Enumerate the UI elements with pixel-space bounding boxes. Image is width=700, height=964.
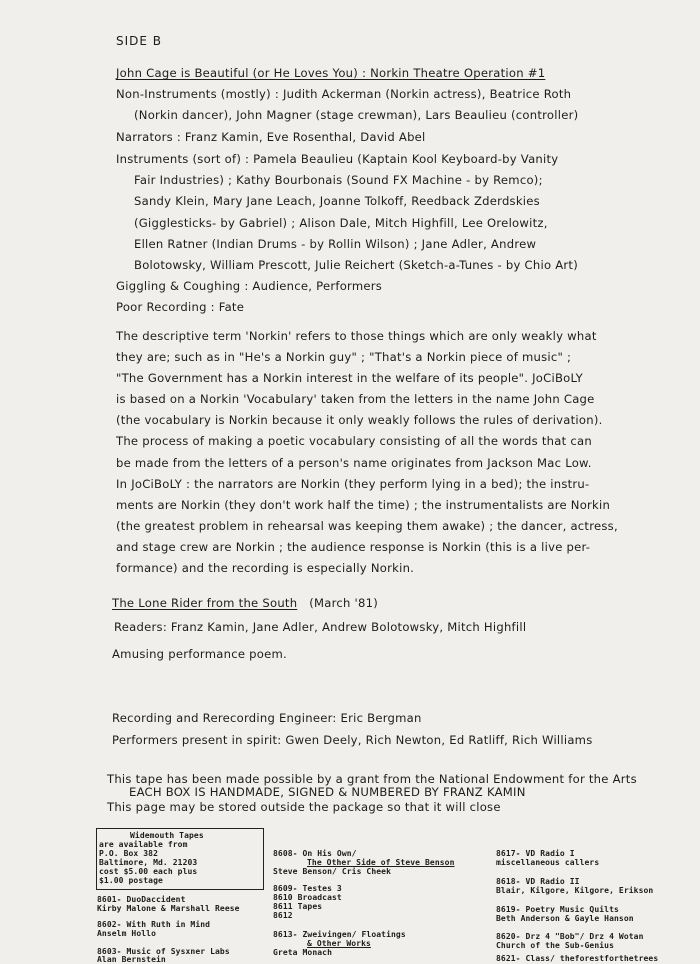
paragraph-line: is based on a Norkin 'Vocabulary' taken from the letters in the name John Cage: [116, 392, 595, 406]
paragraph-line: (the vocabulary is Norkin because it only weakly follows the rules of derivation).: [116, 413, 603, 427]
side-label: SIDE B: [116, 34, 163, 48]
box-line: $1.00 postage: [99, 876, 163, 885]
paragraph-line: be made from the letters of a person's name originates from Jackson Mac Low.: [116, 456, 592, 470]
catalog-entry: 8612: [273, 911, 293, 920]
catalog-entry: 8610 Broadcast: [273, 893, 342, 902]
paragraph-line: and stage crew are Norkin ; the audience response is Norkin (this is a live per-: [116, 540, 591, 554]
catalog-entry: 8618- VD Radio II: [496, 877, 580, 886]
catalog-entry: 8608- On His Own/: [273, 849, 357, 858]
paragraph-line: The descriptive term 'Norkin' refers to those things which are only weakly what: [116, 329, 597, 343]
section-title: John Cage is Beautiful (or He Loves You) : Norkin Theatre Operation #1: [116, 66, 546, 80]
credit-line: (Gigglesticks- by Gabriel) ; Alison Dale, Mitch Highfill, Lee Orelowitz,: [134, 216, 548, 230]
credit-line: Giggling & Coughing : Audience, Performers: [116, 279, 383, 293]
grant-notice: This tape has been made possible by a grant from the National Endowment for the Arts: [107, 772, 637, 786]
credit-line: Sandy Klein, Mary Jane Leach, Joanne Tolkoff, Reedback Zderdskies: [134, 194, 540, 208]
catalog-entry-credit: Beth Anderson & Gayle Hanson: [496, 914, 634, 923]
credit-line: Poor Recording : Fate: [116, 300, 245, 314]
engineer-line: Recording and Rerecording Engineer: Eric Bergman: [112, 711, 422, 725]
catalog-entry-credit: Church of the Sub-Genius: [496, 941, 614, 950]
credit-line: Fair Industries) ; Kathy Bourbonais (Sound FX Machine - by Remco);: [134, 173, 543, 187]
handmade-notice: EACH BOX IS HANDMADE, SIGNED & NUMBERED BY FRANZ KAMIN: [129, 785, 526, 799]
section-date: (March '81): [309, 596, 379, 610]
box-line: Baltimore, Md. 21203: [99, 858, 198, 867]
section-title: The Lone Rider from the South: [112, 596, 298, 610]
credit-line: Narrators : Franz Kamin, Eve Rosenthal, David Abel: [116, 130, 426, 144]
catalog-entry: 8603- Music of Sysxner Labs: [97, 947, 230, 956]
paragraph-line: formance) and the recording is especially Norkin.: [116, 561, 415, 575]
description-line: Amusing performance poem.: [112, 647, 287, 661]
catalog-entry-credit: Kirby Malone & Marshall Reese: [97, 904, 240, 913]
catalog-entry: 8611 Tapes: [273, 902, 323, 911]
credit-line: (Norkin dancer), John Magner (stage crewman), Lars Beaulieu (controller): [134, 108, 579, 122]
paragraph-line: they are; such as in "He's a Norkin guy" ; "That's a Norkin piece of music" ;: [116, 350, 572, 364]
credit-line: Ellen Ratner (Indian Drums - by Rollin Wilson) ; Jane Adler, Andrew: [134, 237, 537, 251]
paragraph-line: ments are Norkin (they don't work half the time) ; the instrumentalists are Norkin: [116, 498, 611, 512]
catalog-entry: 8609- Testes 3: [273, 884, 342, 893]
catalog-entry-credit: Greta Monach: [273, 948, 332, 957]
catalog-entry: 8613- Zweivingen/ Floatings: [273, 930, 406, 939]
catalog-entry-title: & Other Works: [307, 939, 371, 948]
ordering-info-box: [96, 828, 264, 890]
credit-line: Bolotowsky, William Prescott, Julie Reichert (Sketch-a-Tunes - by Chio Art): [134, 258, 579, 272]
credit-line: Non-Instruments (mostly) : Judith Ackerman (Norkin actress), Beatrice Roth: [116, 87, 572, 101]
box-line: Widemouth Tapes: [130, 831, 204, 840]
catalog-entry-credit: Blair, Kilgore, Kilgore, Erikson: [496, 886, 654, 895]
catalog-entry-title: The Other Side of Steve Benson: [307, 858, 455, 867]
credit-line: Instruments (sort of) : Pamela Beaulieu (Kaptain Kool Keyboard-by Vanity: [116, 152, 559, 166]
catalog-entry-credit: Anselm Hollo: [97, 929, 156, 938]
box-line: are available from: [99, 840, 188, 849]
paragraph-line: In JoCiBoLY : the narrators are Norkin (they perform lying in a bed); the instru-: [116, 477, 590, 491]
catalog-entry: 8620- Drz 4 "Bob"/ Drz 4 Wotan: [496, 932, 644, 941]
performers-spirit-line: Performers present in spirit: Gwen Deely, Rich Newton, Ed Ratliff, Rich Williams: [112, 733, 593, 747]
paragraph-line: "The Government has a Norkin interest in the welfare of its people". JoCiBoLY: [116, 371, 584, 385]
catalog-entry-credit: Alan Bernstein: [97, 955, 166, 964]
box-line: cost $5.00 each plus: [99, 867, 198, 876]
catalog-entry: 8617- VD Radio I: [496, 849, 575, 858]
readers-line: Readers: Franz Kamin, Jane Adler, Andrew Bolotowsky, Mitch Highfill: [114, 620, 527, 634]
paragraph-line: The process of making a poetic vocabulary consisting of all the words that can: [116, 434, 592, 448]
box-line: P.O. Box 382: [99, 849, 158, 858]
catalog-entry-credit: Steve Benson/ Cris Cheek: [273, 867, 391, 876]
paragraph-line: (the greatest problem in rehearsal was keeping them awake) ; the dancer, actress,: [116, 519, 618, 533]
catalog-entry: 8621- Class/ theforestforthetrees: [496, 954, 659, 963]
storage-notice: This page may be stored outside the package so that it will close: [107, 800, 501, 814]
catalog-entry: 8602- With Ruth in Mind: [97, 920, 211, 929]
catalog-entry: 8619- Poetry Music Quilts: [496, 905, 619, 914]
catalog-entry: 8601- DuoDaccident: [97, 895, 186, 904]
catalog-entry-credit: miscellaneous callers: [496, 858, 600, 867]
